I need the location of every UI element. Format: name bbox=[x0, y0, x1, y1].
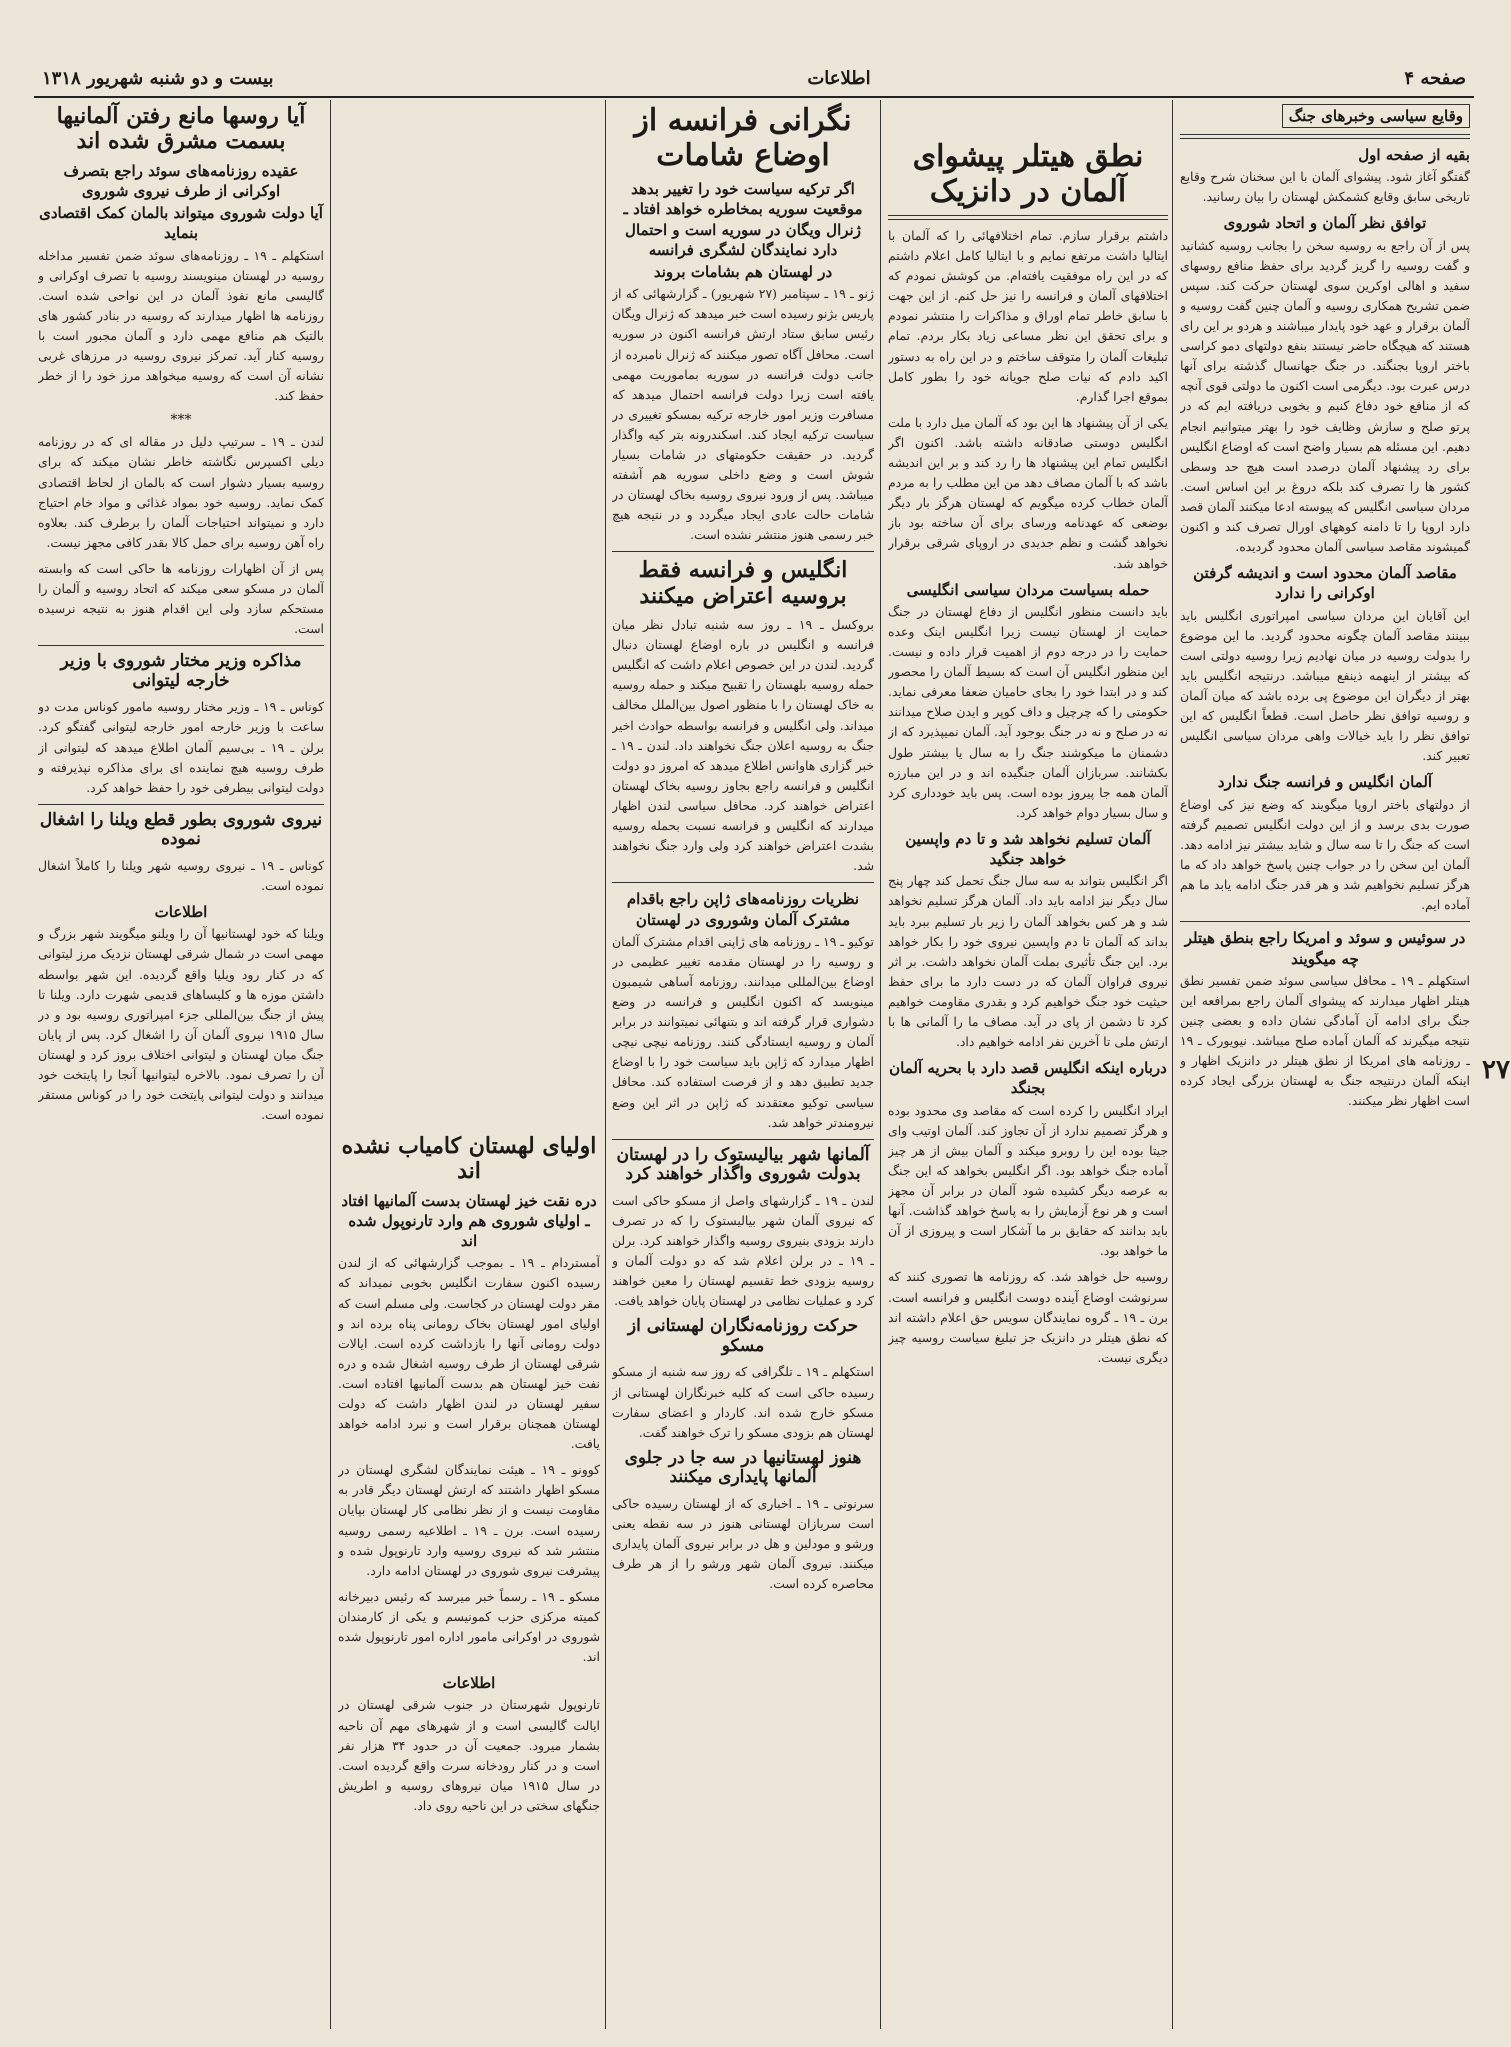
article-paragraph: لندن ـ ۱۹ ـ سرتیپ دلیل در مقاله ای که در روزنامه دیلی اکسپرس نگاشته خاطر نشان میکند که برای روسیه بسیار دشوار است که بالمان از لحاظ اقتصادی کمک نماید. روسیه خود بمواد غذائی و مواد خام احتیاج دارد و نمیتواند احتیاجات آلمان را برطرف کند. بعلاوه راه آهن روسیه برای حمل کالا بقدر کافی مجهز نیست. bbox=[38, 434, 324, 550]
column-2 bbox=[888, 100, 1168, 2029]
article-paragraph: تارنوپول شهرستان در جنوب شرقی لهستان در ایالت گالیسی است و از شهرهای مهم آن ناحیه بشمار میرود. جمعیت آن در حدود ۳۴ هزار نفر است و در کنار رودخانه سرت واقع گردیده است. در سال ۱۹۱۵ میان نیروهای روسیه و اطریش جنگهای سختی در این ناحیه روی داد. bbox=[338, 1697, 600, 1813]
continued-label: بقیه از صفحه اول bbox=[1358, 146, 1470, 164]
article-paragraph: ایراد انگلیس را کرده است که مقاصد وی محدود بوده و هرگز تصمیم ندارد از آن تجاوز کند. آلمان اوتیب وای جیتا بوده این را روبرو میکند و آلمان بیش از هر چیز آماده جنگ خواهد بود. اگر انگلیس بخواهد که این جنگ به عرصه دیگر کشیده شود آلمان در برابر آن مجهز است و هر نوع آزمایش را به پاسخ خواهد گذاشت. آنها باید بدانند که حقایق بر ما آشکار است و پیروزی از آن ما خواهد بود. bbox=[888, 1102, 1168, 1259]
article-paragraph: پس از آن راجع به روسیه سخن را بجانب روسیه کشانید و گفت روسیه را گریز گردید برای حفظ منافع روسهای سفید و اهالی اوکرین سوی لهستان حرکت کند. سپس ضمن تشریح همکاری روسیه و آلمان چنین گفت روسیه و آلمان برقرار و عهد خود پایدار میباشند و هردو بر این رای هستند که هیچگاه حاضر نیستند بنفع دولتهای دمو کراسی باختر اروپا بجنگند. در جنگ جهانسال گذشته برای آنها درس عبرت بود. دیگرمی است اکنون ما دولتی قوی آنچه که از منافع خود دفاع کنیم و بخوبی دریافته ایم که در پرتو صلح و سازش وظایف خود را بهتر میتوانیم انجام دهیم. این مسئله هم بسیار واضح است که اوضاع انگلیس برای رد پیشنهاد آلمان درصدد است هیچ حد وسطی کشور ها را تصرف کند بلکه دروغ بر این اساس است. مردان سیاسی انگلیس که پیوسته ادعا میکنند آلمان قصد دارد اروپا را تا دامنه کوههای اورال تصرف کند و اکنون گمیشوند مقاصد سیاسی آلمان محدود گردیده. bbox=[1180, 237, 1470, 555]
article-paragraph: گفتگو آغاز شود. پیشوای آلمان با این سخنان شرح وقایع تاریخی سابق وقایع کشمکش لهستان را بیان رسانید. bbox=[1180, 169, 1470, 205]
margin-mark: ۲۷ bbox=[1482, 1055, 1510, 1085]
subheading: آلمان تسلیم نخواهد شد و تا دم واپسین خواهد جنگید bbox=[905, 829, 1151, 869]
column-rule bbox=[880, 100, 881, 2029]
headline: نیروی شوروی بطور قطع ویلنا را اشغال نموده bbox=[39, 809, 323, 850]
article-paragraph: کوناس ـ ۱۹ ـ وزیر مختار روسیه مامور کوناس مدت دو ساعت با وزیر خارجه امور خارجه لیتوانی گفتگو کرد. برلن ـ ۱۹ ـ بی‌سیم آلمان اطلاع میدهد که لیتوانی از طرف روسیه هیچ نماینده ای برای مذاکره نپذیرفته و دولت لیتوانی بیطرفی خود را حفظ خواهد کرد. bbox=[38, 699, 324, 795]
column-rule bbox=[330, 100, 331, 2029]
article-paragraph: کوونو ـ ۱۹ ـ هیئت نمایندگان لشگری لهستان در مسکو اظهار داشتند که ارتش لهستان دیگر قادر به مقاومت نیست و از نظر نظامی کار لهستان بپایان رسیده است. برن ـ ۱۹ ـ اطلاعیه رسمی روسیه منتشر شد که نیروی روسیه وارد تارنوپول شده و پیشرفت نیروی شوروی در لهستان ادامه دارد. bbox=[338, 1462, 600, 1578]
article-paragraph: آمستردام ـ ۱۹ ـ بموجب گزارشهائی که از لندن رسیده اکنون سفارت انگلیس بخوبی نمیداند که مقر دولت لهستان در کجاست. ولی مسلم است که اولیای امور لهستان بخاک رومانی پناه برده اند و دولت رومانی آنها را بازداشت کرده است. ایالات شرقی لهستان از طرف روسیه اشغال شده و دره نفت خیز لهستان هم بدست آلمانیها افتاده است. سفیر لهستان در لندن اظهار داشت که دولت لهستان همچنان برقرار است و نبرد ادامه خواهد یافت. bbox=[338, 1255, 600, 1452]
article-paragraph: یکی از آن پیشنهاد ها این بود که آلمان میل دارد با ملت انگلیس دوستی صادقانه داشته باشد. اکنون اگر انگلیس تمام این پیشنهاد ها را رد کند و بر این اندیشه باشد که با آلمان مصاف دهد من این مطلب را به مردم آلمان خطاب کرده میگویم که لهستان هرگز بار دیگر بوضعی که عهدنامه ورسای برای آن ساخته بود باز نخواهد گشت و نظم جدیدی در اروپای شرقی برقرار خواهد شد. bbox=[888, 414, 1168, 571]
article-paragraph: روسیه حل خواهد شد. که روزنامه ها تصوری کنند که سرنوشت اوضاع آینده دوست انگلیس و فرانسه است. برن ـ ۱۹ ـ گروه نمایندگان سویس حق اعلام داشته اند که نطق هیتلر در دانزیک جز تبلیغ سیاست روسیه چیز دیگری نیست. bbox=[888, 1269, 1168, 1365]
subheading: آلمان انگلیس و فرانسه جنگ ندارد bbox=[1217, 773, 1433, 792]
headline: مذاکره وزیر مختار شوروی با وزیر خارجه لیتوانی bbox=[60, 651, 302, 691]
page-label: صفحه ۴ bbox=[1404, 67, 1466, 89]
subheading: مقاصد آلمان محدود است و اندیشه گرفتن اوکرانی را ندارد bbox=[1193, 564, 1457, 603]
subheading: در لهستان هم بشامات بروند bbox=[653, 263, 833, 281]
article-paragraph: باید دانست منظور انگلیس از دفاع لهستان در جنگ حمایت از لهستان نیست زیرا انگلیس اینک وعده حمایت را در درجه دوم از اهمیت قرار داده و نیست. این منظور انگلیس آن است که بسیط آلمان را محصور کند و در ابتدا خود را بجای حامیان ضعفا معرفی نماید. حکومتی را که چرچیل و داف کوپر و ایدن صلاح میدانند نه در صلح و نه در جنگ بوجود آید. آلمان نمیپذیرد که از دشمنان ما میکوشند جنگ را به سال یا بیشتر طول بکشانند. سربازان آلمان جنگیده اند و در این مبارزه آلمان همه جا پیروز بوده است. پس باید خودداری کرد و سال بسیار دوام خواهد کرد. bbox=[888, 603, 1168, 820]
article-paragraph: لندن ـ ۱۹ ـ گزارشهای واصل از مسکو حاکی است که نیروی آلمان شهر بیالیستوک را که در تصرف دارند بزودی بنیروی روسیه واگذار خواهند کرد. برلن ـ ۱۹ ـ در برلن اعلام شد که دو دولت آلمان و روسیه بزودی خط تقسیم لهستان را معین خواهند کرد و عملیات نظامی در لهستان پایان خواهد یافت. bbox=[612, 1192, 874, 1309]
masthead bbox=[34, 60, 1474, 98]
column-4 bbox=[338, 1130, 600, 2029]
subheading: نظریات روزنامه‌های ژاپن راجع باقدام مشترک آلمان وشوروی در لهستان bbox=[626, 890, 860, 929]
subheading: آیا دولت شوروی میتواند بالمان کمک اقتصادی بنماید bbox=[39, 204, 323, 243]
headline: حرکت روزنامه‌نگاران لهستانی از مسکو bbox=[627, 1316, 859, 1356]
subheading: عقیده روزنامه‌های سوئد راجع بتصرف اوکرانی از طرف نیروی شوروی bbox=[63, 161, 299, 200]
article-paragraph: استکهلم ـ ۱۹ ـ محافل سیاسی سوئد ضمن تفسیر نطق هیتلر اظهار میدارند که پیشوای آلمان راجع بمرافعه این جنگ برای ادامه آن آمادگی نشان داده و بعضی چنین نتیجه میگیرند که آلمان آماده صلح میباشد. نیویورک ـ ۱۹ ـ روزنامه های امریکا از نطق هیتلر در دانزیک اظهار و اینکه آلمان درنتیجه جنگ به لهستان بزرگی ایجاد کرده است اظهار نظر میکنند. bbox=[1180, 972, 1470, 1109]
headline: آیا روسها مانع رفتن آلمانیها بسمت مشرق شده اند bbox=[56, 103, 306, 155]
article-paragraph: بروکسل ـ ۱۹ ـ روز سه شنبه تبادل نظر میان فرانسه و انگلیس در باره اوضاع لهستان دنبال گردید. لندن در این خصوص اعلام داشت که انگلیس حمله روسیه بلهستان را تقبیح میکند و حمله روسیه به خاک لهستان را با منظور اصول بین‌الملل مخالف میداند. ولی انگلیس و فرانسه بواسطه حوادث اخیر جنگ به روسیه اعلان جنگ نخواهند داد. لندن ـ ۱۹ ـ خبر گزاری هاوانس اطلاع میدهد که امروز دو دولت انگلیس و فرانسه راجع بجاوز روسیه بخاک لهستان اعتراض خواهند کرد. محافل سیاسی لندن اظهار میدارند که انگلیس و فرانسه نسبت بحمله روسیه بشدت اعتراض خواهند کرد ولی وارد جنگ نخواهند شد. bbox=[612, 617, 874, 874]
issue-date: بیست و دو شنبه شهریور ۱۳۱۸ bbox=[42, 67, 274, 89]
column-3 bbox=[612, 100, 874, 2029]
article-paragraph: پس از آن اظهارات روزنامه ها حاکی است که وابسته آلمان در مسکو سعی میکند که اتحاد روسیه و آلمان را مستحکم سازد ولی این اقدام هنوز به نتیجه نرسیده است. bbox=[38, 560, 324, 637]
column-rule bbox=[1172, 100, 1173, 2029]
headline: هنوز لهستانیها در سه جا در جلوی آلمانها پایداری میکنند bbox=[624, 1447, 862, 1488]
subheading: توافق نظر آلمان و اتحاد شوروی bbox=[1223, 214, 1427, 233]
column-5 bbox=[38, 100, 324, 2029]
article-paragraph: کوناس ـ ۱۹ ـ نیروی روسیه شهر ویلنا را کاملاً اشغال نموده است. bbox=[38, 857, 324, 894]
subheading: دره نقت خیز لهستان بدست آلمانیها افتاد ـ اولیای شوروی هم وارد تارنوپول شده اند bbox=[341, 1191, 597, 1251]
subheading: حمله بسیاست مردان سیاسی انگلیسی bbox=[906, 580, 1150, 599]
article-paragraph: ویلنا که خود لهستانیها آن را ویلنو میگویند شهر بزرگ و مهمی است در شمال شرقی لهستان نزدیک مرز لیتوانی که در کنار رود ویلیا واقع گردیده. این شهر بواسطه داشتن موزه ها و کلیساهای قدیمی شهرت دارد. ویلنا تا پیش از جنگ بین‌المللی جزء امپراتوری روسیه بود و در سال ۱۹۱۵ نیروی آلمان آن را اشغال کرد. پس از پایان جنگ میان لهستان و لیتوانی اختلاف بروز کرد و لهستان آن را تصرف نمود. بالاخره لیتوانیها آنجا را پایتخت خود میدانند و دولت لیتوانی پایتخت خود را در کوناس مستقر نموده است. bbox=[38, 926, 324, 1123]
main-headline: نطق هیتلر پیشوای آلمان در دانزیک bbox=[912, 139, 1144, 209]
subheading: درباره اینکه انگلیس قصد دارد با بحریه آلمان بجنگد bbox=[889, 1059, 1167, 1098]
subheading: اطلاعات bbox=[154, 903, 208, 922]
article-paragraph: توکیو ـ ۱۹ ـ روزنامه های ژاپنی اقدام مشترک آلمان و روسیه را در لهستان مقدمه تغییر عظیمی در اوضاع بین‌المللی میدانند. روزنامه آساهی شیمبون مینویسد که اکنون انگلیس و فرانسه در وضع دشواری قرار گرفته اند و بتنهائی نمیتوانند در برابر آلمان و روسیه ایستادگی کنند. روزنامه نیچی نیچی اظهار میدارد که ژاپن باید سیاست خود را با اوضاع جدید تطبیق دهد و از فرصت استفاده کند. محافل سیاسی توکیو معتقدند که ژاپن در اثر این وضع نیرومندتر خواهد شد. bbox=[612, 933, 874, 1130]
article-paragraph: ژنو ـ ۱۹ ـ سپتامبر (۲۷ شهریور) ـ گزارشهائی که از پاریس بژنو رسیده است خبر میدهد که ژنرال ویگان رئیس سابق ستاد ارتش فرانسه اکنون در سوریه است. محافل آگاه تصور میکنند که ژنرال نامبرده از جانب دولت فرانسه در سوریه بماموریت مهمی یافته است زیرا دولت فرانسه احتمال میدهد که مسافرت وزیر امور خارجه ترکیه بمسکو تغییری در سیاست ترکیه ایجاد کند. اسکندرونه بتر کیه واگذار گردید. در حقیقت حکومتهای در شامات بسیار شوش است و وضع داخلی سوریه هم آشفته میباشد. پس از ورود نیروی روسیه بخاک لهستان در شامات حالت عادی ایجاد میگردد و در نتیجه هیچ خبر رسمی هنوز منتشر نشده است. bbox=[612, 286, 874, 543]
column-rule bbox=[605, 100, 606, 2029]
article-paragraph: داشتم برقرار سازم. تمام اختلافهائی را که آلمان با ایتالیا داشت مرتفع نمایم و با ایتالیا کامل اعلام داشتم که در این راه موفقیت یافته‌ام. من کوشش نمودم که اختلافهای آلمان و فرانسه را نیز حل کنم. از این جهت با سابق خاطر تمام اوراق و مذاکرات را منتشر نمودم و برای تحقق این نظر مساعی زیاد بکار بردم. تمام تبلیغات آلمان را متوقف ساختم و در این راه به دستور اکید دادم که نیات صلح جویانه خود را بطور کامل بموقع اجرا گذارم. bbox=[888, 228, 1168, 404]
headline: انگلیس و فرانسه فقط بروسیه اعتراض میکنند bbox=[638, 557, 848, 609]
article-paragraph: استکهلم ـ ۱۹ ـ روزنامه‌های سوئد ضمن تفسیر مداخله روسیه در لهستان مینویسند روسیه با تصرف اوکرانی و گالیسی مانع نفوذ آلمان در این نواحی شده است. روزنامه ها اظهار میدارند که روسیه در بنادر کشور های بالتیک هم منافع مهمی دارد و آلمان مجبور است با روسیه کنار آید. تمرکز نیروی روسیه در مرزهای غربی نشانه آن است که روسیه میخواهد مرز خود را از خطر حفظ کند. bbox=[38, 247, 324, 404]
article-paragraph: مسکو ـ ۱۹ ـ رسماً خبر میرسد که رئیس دبیرخانه کمیته مرکزی حزب کمونیسم و یکی از کارمندان شوروی در اوکرانی مامور اداره امور تارنوپول شده اند. bbox=[338, 1588, 600, 1665]
headline: آلمانها شهر بیالیستوک را در لهستان بدولت شوروی واگذار خواهند کرد bbox=[616, 1144, 870, 1185]
paper-name: اطلاعات bbox=[807, 67, 871, 89]
article-paragraph: این آقایان این مردان سیاسی امپراتوری انگلیس باید ببینند مقاصد آلمان چگونه محدود گردید. ما این موضوع را بدولت روسیه در میان نهادیم زیرا روسیه دولتی است که بیشتر از اینهمه ذینفع میباشد. درنتیجه انگلیس باید بهتر از دیگران این موضوع پی برده باشد که میان آلمان و روسیه توافق نظر حاصل است. قطعاً انگلیس که این توافق نظر را باید خیالات واهی مردان سیاسی انگلیس تعبیر کند. bbox=[1180, 607, 1470, 764]
subheading: اگر ترکیه سیاست خود را تغییر بدهد موقعیت سوریه بمخاطره خواهد افتاد ـ ژنرال ویگان در سوریه است و احتمال دارد نمایندگان لشگری فرانسه bbox=[623, 180, 863, 259]
section-label: وقایع سیاسی وخبرهای جنگ bbox=[1282, 104, 1470, 128]
article-paragraph: از دولتهای باختر اروپا میگویند که وضع نیز کی اوضاع صورت بدی برسد و از این دولت انگلیس تصمیم گرفته است که جنگ را تا سه سال و شاید بیشتر نیز ادامه دهد. آلمان این سخن را در جواب چنین پاسخ خواهد داد که ما هرگز تسلیم نخواهیم شد و هر قدر جنگ ادامه یابد ما هم آماده ایم. bbox=[1180, 796, 1470, 913]
subheading: در سوئیس و سوئد و امریکا راجع بنطق هیتلر چه میگویند bbox=[1184, 929, 1466, 968]
article-paragraph: استکهلم ـ ۱۹ ـ تلگرافی که روز سه شنبه از مسکو رسیده حاکی است که کلیه خبرنگاران لهستانی از مسکو خارج شده اند. کاردار و اعضای سفارت لهستان هم بزودی مسکو را ترک خواهند گفت. bbox=[612, 1364, 874, 1440]
headline: نگرانی فرانسه از اوضاع شامات bbox=[634, 103, 852, 173]
headline: اولیای لهستان کامیاب نشده اند bbox=[341, 1133, 597, 1185]
column-1 bbox=[1180, 100, 1470, 2029]
separator-stars: *** bbox=[170, 412, 192, 429]
article-paragraph: سرنوتی ـ ۱۹ ـ اخباری که از لهستان رسیده حاکی است سربازان لهستانی هنوز در سه نقطه یعنی ورشو و مودلین و هل در برابر نیروی آلمان پایداری میکنند. نیروی آلمان شهر ورشو را از هر طرف محاصره کرده است. bbox=[612, 1495, 874, 1592]
article-paragraph: اگر انگلیس بتواند به سه سال جنگ تحمل کند چهار پنج سال دیگر نیز ادامه باید داد. آلمان هرگز تسلیم نخواهد شد و هر کس بخواهد آلمان را زیر بار تسلیم ببرد باید بداند که آلمان تا دم واپسین نیروی خود را بکار خواهد برد. این جنگ تأثیری بملت آلمان نخواهد داشت. بر اثر نیروی فراوان آلمان که در دست دارد ما برای حفظ حیثیت خود جنگ خواهیم کرد و بقدری مقاومت خواهیم کرد تا دشمن از پای در آید. مصاف ما را آلمانی ها با ارتش ملی تا آخرین نفر ادامه خواهیم داد. bbox=[888, 873, 1168, 1050]
subheading: اطلاعات bbox=[442, 1674, 496, 1693]
